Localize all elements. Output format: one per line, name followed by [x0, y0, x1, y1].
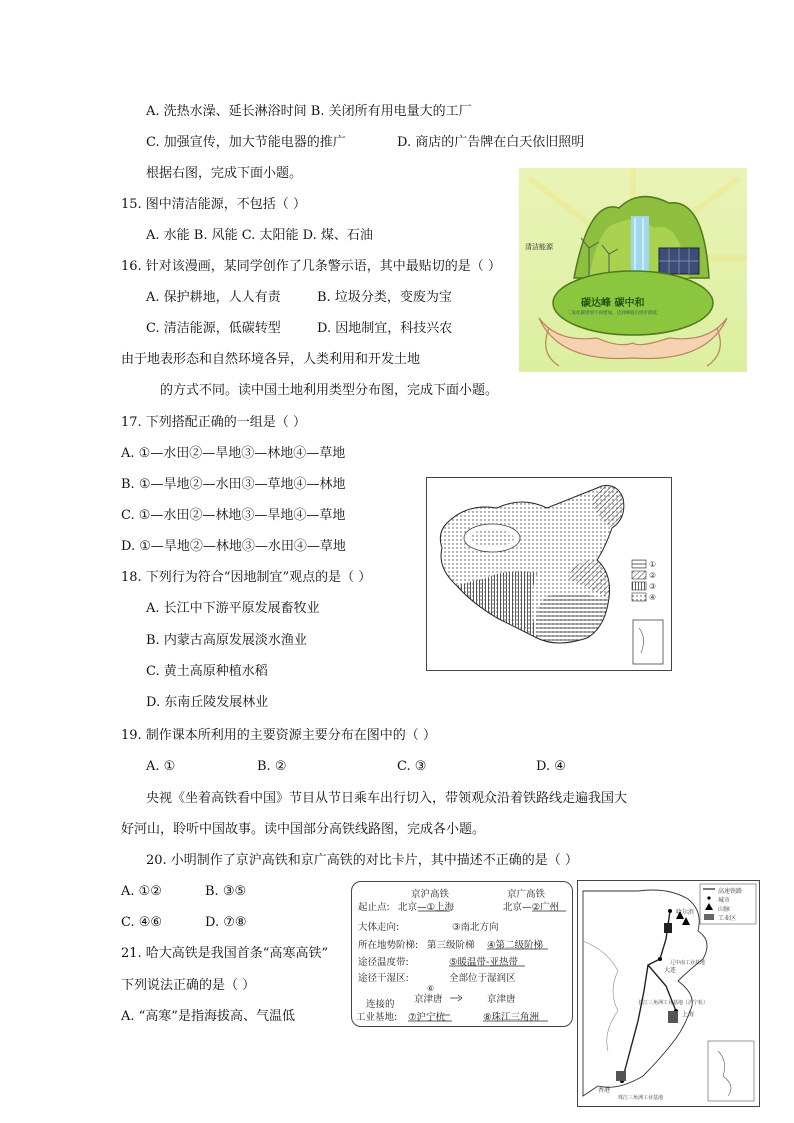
q21-option-a: A. “高寒”是指海拔高、气温低 [121, 1009, 295, 1024]
rail-intro-1: 央视《坐着高铁看中国》节目从节日乘车出行切入，带领观众沿着铁路线走遍我国大 [146, 791, 628, 806]
q16-option-b: B. 垃圾分类，变废为宝 [317, 290, 452, 305]
legend-4: ④ [649, 593, 657, 602]
q21-stem-2: 下列说法正确的是（ ） [121, 978, 256, 993]
card-r3-c2: ④第二级阶梯 [487, 940, 544, 951]
q19-option-c: C. ③ [397, 759, 427, 774]
card-r2-c2: ③南北方向 [452, 922, 499, 933]
card-r5-c2: 全部位于湿润区 [449, 973, 516, 984]
base-zhujiang: 珠江三角洲工业基地 [618, 1095, 664, 1101]
card-r1-c2: 北京—②广州 [503, 902, 560, 913]
legend-2: ② [649, 571, 657, 580]
q16-option-d: D. 因地制宜，科技兴农 [317, 321, 453, 336]
q19-stem: 19. 制作课本所利用的主要资源主要分布在图中的（ ） [121, 728, 436, 743]
rail-legend-city: 城市 [718, 897, 731, 904]
q18-option-b: B. 内蒙古高原发展淡水渔业 [146, 633, 307, 648]
q17-option-b: B. ①—旱地②—水田③—草地④—林地 [121, 477, 346, 492]
rail-intro-2: 好河山，聆听中国故事。读中国部分高铁线路图，完成各小题。 [121, 822, 486, 837]
card-r6-c2a: 京津唐 [487, 994, 516, 1005]
q18-option-a: A. 长江中下游平原发展畜牧业 [146, 601, 320, 616]
rail-comparison-card [351, 881, 573, 1027]
rail-map [577, 880, 760, 1107]
card-r6-c1b: ⑦沪宁杭 [408, 1012, 446, 1023]
card-r6-label-1: 连接的 [366, 999, 395, 1010]
city-dalian: 大连 [664, 967, 677, 974]
card-r4-c2: ⑤暖温带-亚热带 [449, 957, 518, 968]
q18-option-c: C. 黄土高原种植水稻 [146, 664, 268, 679]
legend-3: ③ [649, 582, 657, 591]
city-shanghai: 上海 [682, 1011, 695, 1018]
q18-stem: 18. 下列行为符合“因地制宜”观点的是（ ） [121, 570, 372, 585]
q16-stem: 16. 针对该漫画，某同学创作了几条警示语，其中最贴切的是（ ） [121, 259, 501, 274]
landuse-intro-1: 由于地表形态和自然环境各异，人类利用和开发土地 [121, 352, 421, 367]
q14-option-d: D. 商店的广告牌在白天依旧照明 [397, 135, 585, 150]
q19-option-a: A. ① [146, 759, 176, 774]
q20-option-d: D. ⑦⑧ [205, 915, 247, 930]
card-r6-label-2: 工业基地: [356, 1012, 398, 1023]
rail-legend-highspeed: 高速铁路 [718, 888, 743, 895]
card-r5-label: 途径干湿区: [358, 973, 409, 984]
q16-option-c: C. 清洁能源，低碳转型 [146, 321, 281, 336]
q15-stem: 15. 图中清洁能源，不包括（ ） [121, 197, 306, 212]
card-r1-c1: 北京—①上海 [398, 902, 455, 913]
cartoon-intro: 根据右图，完成下面小题。 [146, 166, 303, 181]
card-r4-label: 途径温度带: [358, 957, 409, 968]
city-harbin: 哈尔滨 [676, 909, 695, 916]
q20-option-c: C. ④⑥ [121, 915, 163, 930]
cartoon-label-clean-energy: 清洁能源 [525, 243, 553, 251]
card-r3-label: 所在地势阶梯: [358, 940, 419, 951]
q17-option-a: A. ①—水田②—旱地③—林地④—草地 [121, 446, 346, 461]
card-col2-title: 京广高铁 [507, 889, 546, 900]
q20-stem: 20. 小明制作了京沪高铁和京广高铁的对比卡片，其中描述不正确的是（ ） [146, 853, 578, 868]
cartoon-banner: 碳达峰 碳中和 [581, 298, 645, 309]
card-circle-6: ⑥ [427, 984, 435, 993]
cartoon-drawing [519, 168, 747, 372]
city-xianggang: 香港 [598, 1087, 611, 1094]
q17-option-d: D. ①—旱地②—林地③—水田④—草地 [121, 539, 346, 554]
q14-option-c: C. 加强宣传，加大节能电器的推广 [146, 135, 346, 150]
q21-stem: 21. 哈大高铁是我国首条“高寒高铁” [121, 946, 329, 961]
base-liaozhong: 辽中南工业基地 [670, 960, 706, 966]
q20-option-b: B. ③⑤ [205, 884, 247, 899]
q20-option-a: A. ①② [121, 884, 162, 899]
card-underlines [352, 882, 572, 1026]
card-r3-c1: 第三级阶梯 [427, 940, 475, 951]
rail-legend-mountain: 山脉 [718, 906, 731, 913]
landuse-intro-2: 的方式不同。读中国土地利用类型分布图，完成下面小题。 [160, 383, 499, 398]
base-huning: 长江三角洲工业基地（沪宁杭） [638, 1000, 709, 1006]
q19-option-b: B. ② [257, 759, 287, 774]
q17-stem: 17. 下列搭配正确的一组是（ ） [121, 415, 306, 430]
q18-option-d: D. 东南丘陵发展林业 [146, 695, 269, 710]
land-use-map-drawing [427, 478, 671, 670]
card-r1-label: 起止点: [358, 902, 390, 913]
q15-options: A. 水能 B. 风能 C. 太阳能 D. 煤、石油 [146, 228, 373, 243]
legend-1: ① [649, 560, 657, 569]
land-use-map [426, 477, 672, 671]
q16-option-a: A. 保护耕地，人人有责 [146, 290, 281, 305]
card-r2-label: 大体走向: [358, 922, 400, 933]
q19-option-d: D. ④ [536, 759, 566, 774]
cartoon-subtitle: 二氧化碳排放不再增加，达到峰值后逐步降低 [567, 311, 657, 316]
rail-legend-industry: 工业区 [718, 915, 737, 922]
q17-option-c: C. ①—水田②—林地③—旱地④—草地 [121, 508, 346, 523]
card-col1-title: 京沪高铁 [411, 889, 450, 900]
q14-option-ab: A. 洗热水澡、延长淋浴时间 B. 关闭所有用电量大的工厂 [146, 104, 472, 119]
carbon-cartoon [519, 168, 747, 372]
card-r6-c2b: ⑧珠江三角洲 [483, 1012, 540, 1023]
card-r6-c1a: 京津唐 [414, 994, 443, 1005]
